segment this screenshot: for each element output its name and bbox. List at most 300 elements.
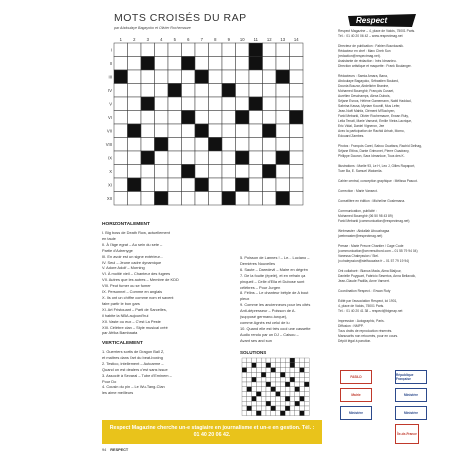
solution-cell	[280, 368, 285, 373]
partner-logo: Ministère	[340, 406, 372, 420]
grid-cell[interactable]	[236, 97, 250, 111]
grid-column-label: 7	[200, 37, 203, 42]
masthead-credits	[338, 29, 438, 344]
masthead-line: Edouard Zambes.	[338, 134, 365, 138]
solution-cell	[271, 392, 276, 397]
logo-text: Respect	[356, 16, 388, 25]
grid-cell[interactable]	[209, 178, 223, 192]
clue-line: XII. Vaste ou eux – C'est La Peste	[102, 318, 161, 324]
grid-cell[interactable]	[263, 97, 277, 111]
vertical-heading: VERTICALEMENT	[102, 341, 143, 346]
grid-cell[interactable]	[290, 84, 304, 98]
solution-block	[256, 411, 261, 416]
solution-cell	[290, 406, 295, 411]
solution-cell	[271, 382, 276, 387]
grid-cell[interactable]	[168, 165, 182, 179]
solution-cell	[271, 358, 276, 363]
grid-cell[interactable]	[168, 151, 182, 165]
grid-cell[interactable]	[182, 178, 196, 192]
masthead-line: Farid Mebarki, Olivier Rochemaure, Erwan Ruty,	[338, 114, 409, 118]
masthead-line: Rédacteur en chef : Marc Cheb Sun	[338, 49, 391, 53]
masthead-line: Photos : François Carel, Sabou Ouattara, Rachid Delhag,	[338, 144, 422, 148]
grid-cell[interactable]	[249, 70, 263, 84]
grid-cell[interactable]	[236, 138, 250, 152]
clue-line: IX. Personnel – Comme en anglais	[102, 289, 163, 295]
grid-cell[interactable]	[114, 165, 128, 179]
grid-cell[interactable]	[168, 138, 182, 152]
masthead-line: Danielle Puyguart, Fabricio Sesertos, Anna Bellavoik,	[338, 274, 416, 278]
solution-block	[290, 377, 295, 382]
grid-cell[interactable]	[276, 84, 290, 98]
grid-cell[interactable]	[263, 70, 277, 84]
solution-block	[242, 368, 247, 373]
masthead-line: Leila Tenati, Marie Vansect, Emilie Vieira-Lacrique,	[338, 119, 413, 123]
grid-cell[interactable]	[128, 192, 142, 206]
masthead-line: Respect Magazine – 4, place de Valois, 75001 Paris.	[338, 29, 416, 33]
solution-cell	[256, 387, 261, 392]
grid-cell[interactable]	[141, 111, 155, 125]
solution-cell	[295, 363, 300, 368]
grid-cell[interactable]	[290, 178, 304, 192]
grid-cell[interactable]	[141, 70, 155, 84]
solution-cell	[271, 396, 276, 401]
grid-cell[interactable]	[263, 178, 277, 192]
solution-block	[261, 372, 266, 377]
grid-cell[interactable]	[222, 178, 236, 192]
grid-cell[interactable]	[209, 84, 223, 98]
solution-cell	[295, 377, 300, 382]
clue-line: Dernières Nouvelles	[240, 260, 276, 266]
grid-cell[interactable]	[236, 84, 250, 98]
grid-cell[interactable]	[155, 97, 169, 111]
solution-cell	[261, 401, 266, 406]
crossword-grid[interactable]	[102, 35, 332, 220]
banner-text: Respect Magazine cherche un-e stagiaire en journalisme et un-e en gestion. Tél. : 01 40 20 06 42.	[109, 425, 315, 438]
grid-block	[155, 192, 169, 206]
solution-cell	[290, 396, 295, 401]
clue-line: 3. Associé à Sevaral – Tube d'Eminem –	[102, 372, 172, 378]
grid-cell[interactable]	[195, 165, 209, 179]
grid-cell[interactable]	[168, 111, 182, 125]
grid-cell[interactable]	[222, 151, 236, 165]
grid-cell[interactable]	[249, 84, 263, 98]
solution-cell	[256, 382, 261, 387]
grid-cell[interactable]	[182, 124, 196, 138]
grid-cell[interactable]	[155, 70, 169, 84]
partner-logo: Ministère	[395, 406, 427, 420]
masthead-line: Impression : Autographic, Paris.	[338, 319, 385, 323]
grid-cell[interactable]	[276, 97, 290, 111]
grid-cell[interactable]	[128, 138, 142, 152]
solution-cell	[304, 363, 309, 368]
grid-cell[interactable]	[222, 124, 236, 138]
grid-cell[interactable]	[249, 111, 263, 125]
solution-cell	[256, 406, 261, 411]
solution-cell	[276, 406, 281, 411]
clue-line: célèbres – Pour Jurgen	[240, 284, 281, 290]
solution-cell	[242, 411, 247, 416]
grid-cell[interactable]	[195, 151, 209, 165]
solution-block	[266, 382, 271, 387]
masthead-line: (communication@cevrenuibord.com – 01 55 79 94 04)	[338, 249, 418, 253]
grid-cell[interactable]	[263, 151, 277, 165]
grid-cell[interactable]	[128, 57, 142, 71]
clue-line: 10. Quand elle est très cool une cassette	[240, 325, 311, 331]
grid-cell[interactable]	[195, 97, 209, 111]
grid-cell[interactable]	[222, 43, 236, 57]
solution-cell	[242, 401, 247, 406]
grid-cell[interactable]	[195, 57, 209, 71]
solution-block	[266, 401, 271, 406]
grid-cell[interactable]	[182, 138, 196, 152]
solution-cell	[247, 377, 252, 382]
clue-line: (supposé germano-turque),	[240, 314, 288, 320]
masthead-line: Rédacteurs : Samia Amara, Bana,	[338, 74, 388, 78]
solution-cell	[290, 387, 295, 392]
solution-cell	[242, 406, 247, 411]
grid-cell[interactable]	[114, 97, 128, 111]
solution-cell	[295, 358, 300, 363]
grid-cell[interactable]	[209, 43, 223, 57]
grid-cell[interactable]	[276, 165, 290, 179]
solution-cell	[280, 396, 285, 401]
grid-cell[interactable]	[276, 124, 290, 138]
solution-block	[247, 387, 252, 392]
grid-cell[interactable]	[155, 124, 169, 138]
grid-cell[interactable]	[236, 57, 250, 71]
grid-cell[interactable]	[209, 165, 223, 179]
grid-cell[interactable]	[222, 111, 236, 125]
grid-cell[interactable]	[222, 57, 236, 71]
grid-cell[interactable]	[209, 151, 223, 165]
clue-line: III. En avoir est un signe extérieur...	[102, 253, 163, 259]
grid-cell[interactable]	[168, 70, 182, 84]
grid-cell[interactable]	[141, 124, 155, 138]
grid-cell[interactable]	[141, 84, 155, 98]
masthead-line: Avec la participation de Rachid Arhab, Momo,	[338, 129, 405, 133]
clue-line: VII. Autres que les autres – Membre de KDD	[102, 277, 179, 283]
grid-cell[interactable]	[141, 178, 155, 192]
grid-cell[interactable]	[114, 84, 128, 98]
solution-cell	[280, 406, 285, 411]
solution-cell	[304, 377, 309, 382]
solution-cell	[290, 401, 295, 406]
clue-line: 5. Poisson de Lannes ! – Le... Luciano –	[240, 255, 310, 260]
grid-cell[interactable]	[222, 138, 236, 152]
solution-cell	[247, 372, 252, 377]
clue-line: I. Big boss de Death Row, actuellement	[102, 230, 170, 235]
solution-block	[252, 396, 257, 401]
clue-line: Pour Do	[102, 378, 117, 384]
masthead-line: Webmaster : Abdallah Abouzhagsa	[338, 229, 390, 233]
solution-block	[280, 411, 285, 416]
grid-cell[interactable]	[155, 57, 169, 71]
solution-cell	[271, 363, 276, 368]
grid-cell[interactable]	[263, 43, 277, 57]
masthead-line: Jean-Claude Padilla, Anne Vanvert.	[338, 279, 390, 283]
grid-column-label: 4	[160, 37, 163, 42]
clue-line: Audio rendu par un DJ – Caisou –	[240, 331, 299, 337]
solution-cell	[256, 372, 261, 377]
solution-cell	[261, 406, 266, 411]
grid-row-label: V	[109, 101, 112, 107]
solution-cell	[285, 363, 290, 368]
grid-block	[236, 151, 250, 165]
grid-column-label: 6	[187, 37, 190, 42]
solution-cell	[276, 411, 281, 416]
solution-cell	[266, 396, 271, 401]
solution-block	[290, 363, 295, 368]
grid-cell[interactable]	[236, 70, 250, 84]
grid-row-label: VI	[108, 114, 112, 120]
masthead-line: Direction artistique et maquette : Frank Boulanger.	[338, 64, 412, 68]
solution-cell	[295, 396, 300, 401]
grid-cell[interactable]	[195, 43, 209, 57]
clue-line: X. Ils ont un chiffre comme nom et savent	[102, 294, 174, 300]
grid-cell[interactable]	[155, 111, 169, 125]
grid-cell[interactable]	[182, 70, 196, 84]
respect-logo	[348, 14, 418, 27]
solution-cell	[266, 406, 271, 411]
solution-cell	[290, 372, 295, 377]
solution-cell	[276, 401, 281, 406]
solution-cell	[271, 372, 276, 377]
masthead-line: Aurélien Deschamps, Alexa Dubois,	[338, 94, 391, 98]
solution-block	[252, 363, 257, 368]
solution-cell	[276, 396, 281, 401]
clue-line: Quand on est dealers c'est sans issue	[102, 366, 168, 372]
solution-cell	[285, 358, 290, 363]
grid-cell[interactable]	[114, 138, 128, 152]
solution-cell	[261, 387, 266, 392]
page-title: MOTS CROISÉS DU RAP	[114, 12, 247, 24]
grid-cell[interactable]	[276, 178, 290, 192]
grid-cell[interactable]	[236, 124, 250, 138]
grid-cell[interactable]	[128, 43, 142, 57]
masthead-line: Tél. : 01 40 20 06 42 – www.respectmag.net	[338, 34, 403, 38]
solution-cell	[256, 363, 261, 368]
grid-cell[interactable]	[114, 57, 128, 71]
grid-block	[222, 84, 236, 98]
grid-column-label: 3	[146, 37, 149, 42]
grid-cell[interactable]	[222, 70, 236, 84]
grid-cell[interactable]	[209, 111, 223, 125]
grid-column-label: 2	[133, 37, 136, 42]
grid-block	[263, 124, 277, 138]
grid-cell[interactable]	[222, 165, 236, 179]
grid-block	[249, 57, 263, 71]
grid-cell[interactable]	[209, 97, 223, 111]
grid-cell[interactable]	[290, 138, 304, 152]
grid-cell[interactable]	[209, 192, 223, 206]
grid-row-label: XI	[108, 182, 112, 188]
solution-cell	[242, 382, 247, 387]
solution-cell	[295, 411, 300, 416]
grid-cell[interactable]	[263, 138, 277, 152]
grid-cell[interactable]	[182, 151, 196, 165]
grid-cell[interactable]	[290, 70, 304, 84]
grid-row-label: IV	[108, 87, 112, 93]
page-footer	[102, 448, 128, 452]
grid-cell[interactable]	[141, 165, 155, 179]
solution-block	[271, 387, 276, 392]
solution-cell	[304, 368, 309, 373]
solution-cell	[252, 406, 257, 411]
solution-cell	[261, 382, 266, 387]
grid-row-label: IX	[108, 155, 112, 161]
solution-cell	[271, 377, 276, 382]
grid-cell[interactable]	[249, 192, 263, 206]
grid-cell[interactable]	[195, 111, 209, 125]
grid-cell[interactable]	[290, 165, 304, 179]
grid-cell[interactable]	[195, 84, 209, 98]
grid-cell[interactable]	[209, 70, 223, 84]
solution-cell	[252, 368, 257, 373]
grid-cell[interactable]	[128, 111, 142, 125]
solution-cell	[247, 368, 252, 373]
solution-cell	[261, 411, 266, 416]
grid-cell[interactable]	[182, 97, 196, 111]
masthead-line: Eric Vidal, Daniel Vigneron, Jee	[338, 124, 385, 128]
grid-cell[interactable]	[290, 57, 304, 71]
grid-cell[interactable]	[114, 43, 128, 57]
grid-cell[interactable]	[114, 178, 128, 192]
masthead-line: Coordination Respect. : Erwan Ruty	[338, 289, 391, 293]
grid-cell[interactable]	[168, 97, 182, 111]
grid-cell[interactable]	[276, 111, 290, 125]
masthead-line: Illustrations : Marlie 93, Le H, Leo J, Gilles Rapaport,	[338, 164, 416, 168]
solutions-heading: SOLUTIONS	[240, 350, 267, 355]
grid-cell[interactable]	[128, 70, 142, 84]
solution-cell	[266, 392, 271, 397]
solution-cell	[252, 411, 257, 416]
grid-cell[interactable]	[141, 192, 155, 206]
solution-cell	[266, 411, 271, 416]
continued-clues-list	[240, 255, 332, 344]
grid-cell[interactable]	[155, 84, 169, 98]
grid-cell[interactable]	[141, 43, 155, 57]
clue-line: il habite la NBA aujourd'hui	[102, 312, 149, 318]
grid-cell[interactable]	[236, 43, 250, 57]
solution-cell	[300, 382, 305, 387]
masthead-line: Vanessa Chaleyssion / Stel.	[338, 254, 379, 258]
grid-cell[interactable]	[249, 124, 263, 138]
clue-line: VI. À moitié vieil – Chanteur des fugees	[102, 271, 171, 277]
grid-block	[182, 165, 196, 179]
grid-cell[interactable]	[114, 111, 128, 125]
grid-column-label: 1	[119, 37, 122, 42]
grid-cell[interactable]	[209, 57, 223, 71]
solution-cell	[280, 377, 285, 382]
grid-cell[interactable]	[290, 43, 304, 57]
clue-line: XIII. Célèbre clan – Style musical créé	[102, 324, 168, 330]
grid-cell[interactable]	[263, 111, 277, 125]
grid-column-label: 8	[214, 37, 217, 42]
grid-cell[interactable]	[195, 192, 209, 206]
grid-cell[interactable]	[209, 124, 223, 138]
solution-cell	[261, 377, 266, 382]
grid-cell[interactable]	[249, 138, 263, 152]
grid-cell[interactable]	[290, 97, 304, 111]
grid-cell[interactable]	[155, 165, 169, 179]
grid-cell[interactable]	[236, 165, 250, 179]
solution-cell	[295, 372, 300, 377]
solution-cell	[271, 401, 276, 406]
solution-block	[252, 377, 257, 382]
solution-cell	[252, 392, 257, 397]
grid-cell[interactable]	[290, 151, 304, 165]
grid-cell[interactable]	[114, 192, 128, 206]
solution-cell	[280, 387, 285, 392]
grid-cell[interactable]	[263, 84, 277, 98]
grid-cell[interactable]	[155, 43, 169, 57]
grid-cell[interactable]	[236, 192, 250, 206]
solution-cell	[242, 392, 247, 397]
masthead-line: Philippe Dauron, Sara Idmankue, Tous des K.	[338, 154, 405, 158]
grid-cell[interactable]	[128, 84, 142, 98]
grid-cell[interactable]	[128, 97, 142, 111]
grid-cell[interactable]	[141, 138, 155, 152]
solution-cell	[256, 396, 261, 401]
grid-cell[interactable]	[249, 165, 263, 179]
grid-column-label: 9	[227, 37, 230, 42]
grid-cell[interactable]	[182, 192, 196, 206]
grid-cell[interactable]	[290, 124, 304, 138]
grid-cell[interactable]	[168, 43, 182, 57]
solution-cell	[242, 358, 247, 363]
solution-cell	[252, 358, 257, 363]
grid-cell[interactable]	[128, 151, 142, 165]
grid-cell[interactable]	[249, 151, 263, 165]
grid-cell[interactable]	[168, 57, 182, 71]
grid-cell[interactable]	[290, 192, 304, 206]
solution-block	[271, 368, 276, 373]
solution-block	[285, 382, 290, 387]
grid-cell[interactable]	[182, 43, 196, 57]
grid-cell[interactable]	[276, 57, 290, 71]
solution-block	[285, 406, 290, 411]
grid-cell[interactable]	[222, 97, 236, 111]
clue-line: XI. Art Fristouant – Parti de Sarcelles,	[102, 306, 167, 312]
grid-cell[interactable]	[276, 138, 290, 152]
grid-cell[interactable]	[114, 124, 128, 138]
solution-cell	[285, 372, 290, 377]
solution-cell	[280, 363, 285, 368]
grid-column-label: 12	[266, 37, 272, 42]
grid-cell[interactable]	[168, 124, 182, 138]
solution-cell	[295, 368, 300, 373]
grid-cell[interactable]	[168, 178, 182, 192]
grid-cell[interactable]	[263, 192, 277, 206]
solution-cell	[256, 401, 261, 406]
clue-line: Avant ses and sun	[240, 337, 272, 343]
clue-line: IV. Seul – Jeune cadre dynamique	[102, 259, 162, 265]
grid-cell[interactable]	[249, 178, 263, 192]
solution-cell	[304, 358, 309, 363]
grid-cell[interactable]	[155, 151, 169, 165]
solution-cell	[252, 401, 257, 406]
solution-cell	[276, 358, 281, 363]
masthead-line: Presse : Marie Preuve Chantier / Cage Code	[338, 244, 404, 248]
grid-cell[interactable]	[195, 138, 209, 152]
grid-cell[interactable]	[128, 165, 142, 179]
grid-cell[interactable]	[155, 178, 169, 192]
grid-cell[interactable]	[276, 43, 290, 57]
grid-cell[interactable]	[263, 57, 277, 71]
grid-cell[interactable]	[168, 192, 182, 206]
grid-cell[interactable]	[182, 84, 196, 98]
grid-cell[interactable]	[114, 151, 128, 165]
